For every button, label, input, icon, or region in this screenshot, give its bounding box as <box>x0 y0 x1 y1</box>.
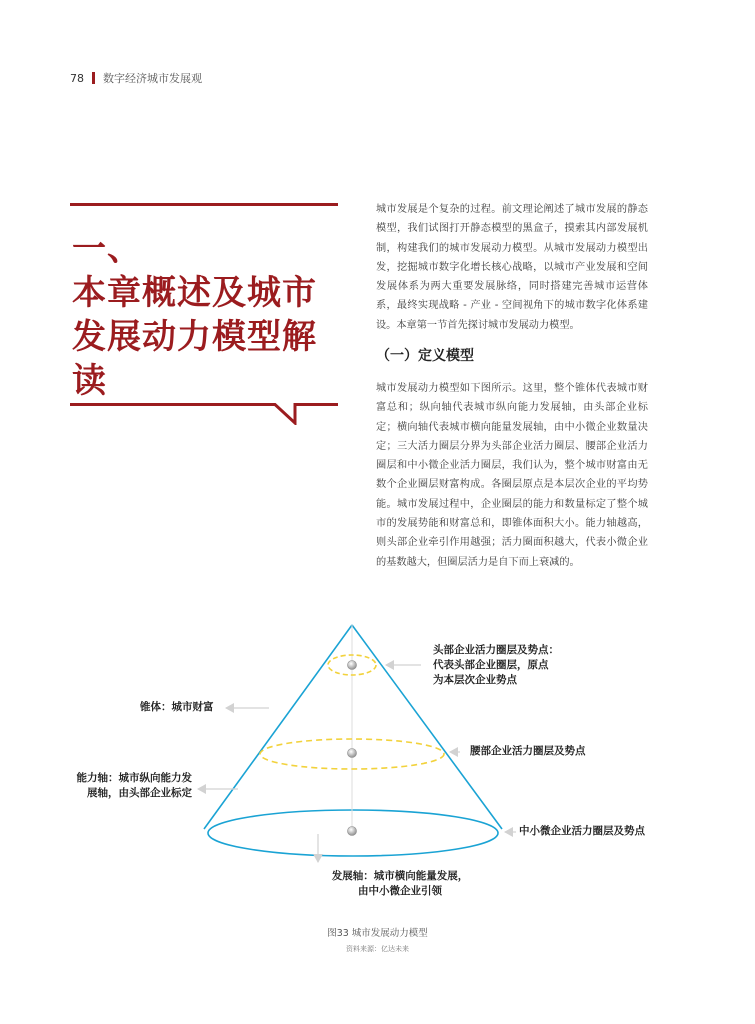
middle-layer-point <box>348 749 357 758</box>
figure-source: 资料来源：亿达未来 <box>346 945 409 953</box>
capability-axis-label-line: 展轴，由头部企业标定 <box>87 787 192 799</box>
development-axis-label <box>300 869 500 899</box>
chapter-title <box>72 227 342 403</box>
top-layer-label-line: 代表头部企业圈层，原点 <box>433 659 549 671</box>
development-axis-label-line: 发展轴：城市横向能量发展， <box>331 870 469 882</box>
city-development-model-diagram <box>0 600 755 920</box>
section-paragraph: 城市发展动力模型如下图所示。这里，整个锥体代表城市财富总和；纵向轴代表城市纵向能力发展轴，由头部企业标定；横向轴代表城市横向能量发展轴，由中小微企业数量决定；三大活力圈层分界为头部企业活力圈层、腰部企业活力圈层和中小微企业活力圈层，我们认为，整个城市财富由无数个企业圈层财富构成。各圈层原点是本层次企业的平均势能。城市发展过程中，企业圈层的能力和数量标定了整个城市的发展势能和财富总和，即锥体面积大小。能力轴越高，则头部企业牵引作用越强；活力圈面积越大，代表小微企业的基数越大，但圈层活力是自下而上衰减的。 <box>376 383 648 568</box>
page-header <box>70 70 202 86</box>
base-layer-point <box>348 827 357 836</box>
cone-base-front-arc <box>208 833 498 856</box>
top-layer-label-line: 头部企业活力圈层及势点： <box>433 644 559 656</box>
chapter-title-line: 本章概述及城市 <box>72 273 317 313</box>
cone-label: 锥体：城市财富 <box>140 701 214 713</box>
development-axis-label-line: 由中小微企业引领 <box>358 885 442 897</box>
middle-layer-label: 腰部企业活力圈层及势点 <box>470 745 586 757</box>
header-divider <box>92 72 95 84</box>
top-layer-label-line: 为本层次企业势点 <box>433 674 517 686</box>
top-layer-label <box>433 643 559 688</box>
figure-caption: 图33 城市发展动力模型 <box>327 928 428 939</box>
intro-paragraph: 城市发展是个复杂的过程。前文理论阐述了城市发展的静态模型，我们试图打开静态模型的黑盒子，摸索其内部发展机制，构建我们的城市发展动力模型。从城市发展动力模型出发，挖掘城市数字化增长核心战略，以城市产业发展和空间发展体系为两大重要发展脉络，同时搭建完善城市运营体系，最终实现战略 - 产业 - 空间视角下的城市数字化体系建设。本章第一节首先探讨城市发展动力模型。 <box>376 204 648 331</box>
base-layer-label: 中小微企业活力圈层及势点 <box>519 825 645 837</box>
chapter-heading-block <box>70 203 338 425</box>
capability-axis-label <box>70 771 192 801</box>
running-title: 数字经济城市发展观 <box>103 72 202 85</box>
page-number: 78 <box>70 71 84 85</box>
cone-left-edge <box>204 625 352 829</box>
capability-axis-label-line: 能力轴：城市纵向能力发 <box>76 772 192 784</box>
section-title: （一）定义模型 <box>376 348 474 364</box>
chapter-title-line: 一、 <box>72 229 142 269</box>
chapter-title-line: 读 <box>72 361 107 401</box>
chapter-title-line: 发展动力模型解 <box>72 317 317 357</box>
top-layer-point <box>348 661 357 670</box>
